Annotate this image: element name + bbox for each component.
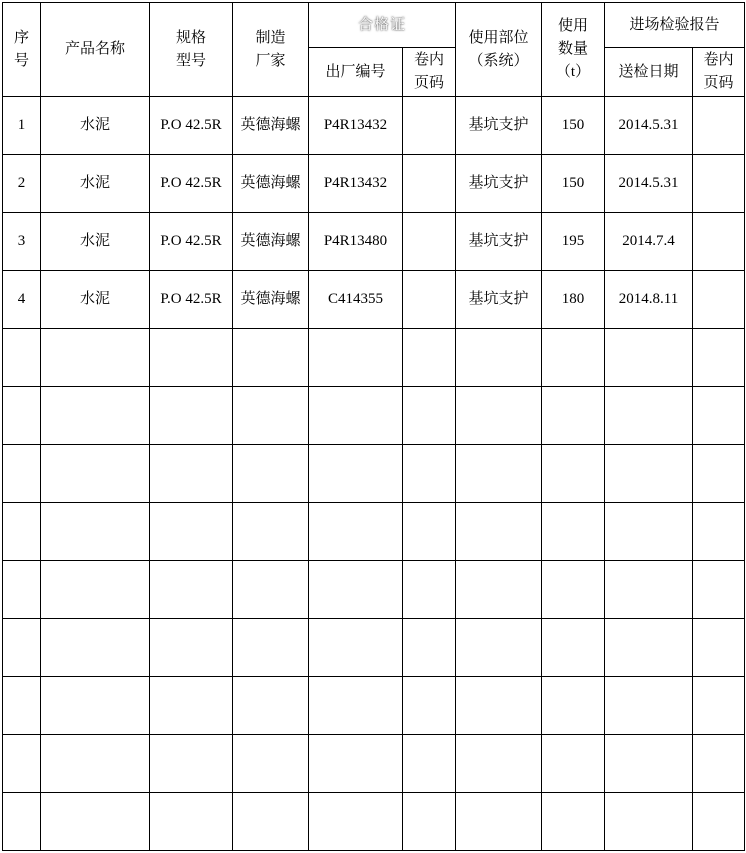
- table-row: [3, 271, 745, 329]
- cell-usage-location: 基坑支护: [456, 97, 542, 155]
- empty-cell: [309, 677, 403, 735]
- empty-cell: [456, 329, 542, 387]
- empty-cell: [309, 793, 403, 851]
- empty-cell: [41, 503, 150, 561]
- header-submit-date: 送检日期: [605, 48, 693, 97]
- empty-cell: [233, 329, 309, 387]
- empty-cell: [403, 387, 456, 445]
- cell-seq: 1: [3, 97, 41, 155]
- empty-cell: [309, 387, 403, 445]
- empty-cell: [309, 445, 403, 503]
- empty-cell: [3, 793, 41, 851]
- header-usage-location: 使用部位 （系统）: [456, 3, 542, 97]
- header-factory-no: 出厂编号: [309, 48, 403, 97]
- empty-cell: [3, 503, 41, 561]
- table-row: [3, 155, 745, 213]
- table-body: [3, 97, 745, 851]
- cell-manufacturer: 英德海螺: [233, 155, 309, 213]
- empty-cell: [233, 793, 309, 851]
- header-certificate: 合格证: [309, 3, 456, 48]
- empty-cell: [3, 329, 41, 387]
- empty-table-row: [3, 387, 745, 445]
- empty-cell: [542, 619, 605, 677]
- cell-seq: 4: [3, 271, 41, 329]
- cell-submit-date: 2014.8.11: [605, 271, 693, 329]
- header-report-page: 卷内 页码: [693, 48, 745, 97]
- material-ledger-table: [2, 2, 745, 851]
- empty-cell: [456, 503, 542, 561]
- empty-cell: [605, 503, 693, 561]
- empty-table-row: [3, 329, 745, 387]
- cell-submit-date: 2014.7.4: [605, 213, 693, 271]
- empty-cell: [403, 445, 456, 503]
- empty-cell: [456, 677, 542, 735]
- empty-cell: [150, 619, 233, 677]
- header-usage-quantity: 使用 数量 （t）: [542, 3, 605, 97]
- cell-factory-no: P4R13432: [309, 97, 403, 155]
- empty-cell: [605, 387, 693, 445]
- empty-cell: [542, 735, 605, 793]
- cell-cert-page: [403, 97, 456, 155]
- empty-cell: [403, 677, 456, 735]
- empty-cell: [403, 503, 456, 561]
- empty-cell: [542, 503, 605, 561]
- empty-cell: [542, 677, 605, 735]
- cell-product-name: 水泥: [41, 213, 150, 271]
- empty-cell: [150, 793, 233, 851]
- empty-cell: [542, 387, 605, 445]
- cell-report-page: [693, 213, 745, 271]
- cell-usage-location: 基坑支护: [456, 271, 542, 329]
- cell-spec-model: P.O 42.5R: [150, 213, 233, 271]
- empty-cell: [3, 387, 41, 445]
- empty-table-row: [3, 561, 745, 619]
- empty-cell: [542, 561, 605, 619]
- empty-cell: [41, 387, 150, 445]
- header-inspection-report: 进场检验报告: [605, 3, 745, 48]
- empty-cell: [456, 387, 542, 445]
- header-manufacturer: 制造 厂家: [233, 3, 309, 97]
- cell-factory-no: C414355: [309, 271, 403, 329]
- empty-cell: [233, 619, 309, 677]
- cell-product-name: 水泥: [41, 271, 150, 329]
- empty-cell: [456, 619, 542, 677]
- header-seq: 序 号: [3, 3, 41, 97]
- cell-usage-location: 基坑支护: [456, 155, 542, 213]
- empty-cell: [3, 677, 41, 735]
- empty-cell: [233, 387, 309, 445]
- empty-cell: [309, 619, 403, 677]
- empty-cell: [693, 677, 745, 735]
- empty-table-row: [3, 503, 745, 561]
- cell-factory-no: P4R13432: [309, 155, 403, 213]
- empty-cell: [41, 561, 150, 619]
- empty-table-row: [3, 735, 745, 793]
- empty-cell: [233, 677, 309, 735]
- cell-report-page: [693, 271, 745, 329]
- empty-cell: [605, 677, 693, 735]
- cell-cert-page: [403, 213, 456, 271]
- empty-cell: [456, 561, 542, 619]
- empty-cell: [3, 561, 41, 619]
- empty-cell: [605, 561, 693, 619]
- empty-cell: [693, 503, 745, 561]
- empty-cell: [41, 619, 150, 677]
- empty-cell: [693, 445, 745, 503]
- cell-spec-model: P.O 42.5R: [150, 97, 233, 155]
- empty-cell: [693, 793, 745, 851]
- empty-cell: [233, 445, 309, 503]
- cell-product-name: 水泥: [41, 97, 150, 155]
- empty-cell: [41, 793, 150, 851]
- table-header: [3, 3, 745, 97]
- empty-cell: [403, 329, 456, 387]
- cell-usage-quantity: 195: [542, 213, 605, 271]
- cell-spec-model: P.O 42.5R: [150, 271, 233, 329]
- empty-cell: [41, 445, 150, 503]
- cell-seq: 3: [3, 213, 41, 271]
- cell-usage-quantity: 150: [542, 155, 605, 213]
- empty-cell: [150, 387, 233, 445]
- empty-table-row: [3, 677, 745, 735]
- cell-report-page: [693, 97, 745, 155]
- empty-cell: [150, 677, 233, 735]
- empty-cell: [3, 619, 41, 677]
- empty-cell: [233, 735, 309, 793]
- empty-cell: [309, 561, 403, 619]
- empty-cell: [693, 561, 745, 619]
- table-row: [3, 213, 745, 271]
- empty-cell: [542, 329, 605, 387]
- empty-cell: [693, 619, 745, 677]
- empty-cell: [150, 561, 233, 619]
- empty-cell: [456, 735, 542, 793]
- cell-manufacturer: 英德海螺: [233, 97, 309, 155]
- cell-cert-page: [403, 271, 456, 329]
- cell-factory-no: P4R13480: [309, 213, 403, 271]
- empty-cell: [233, 561, 309, 619]
- empty-cell: [150, 445, 233, 503]
- empty-cell: [605, 793, 693, 851]
- cell-seq: 2: [3, 155, 41, 213]
- header-cert-page: 卷内 页码: [403, 48, 456, 97]
- empty-table-row: [3, 619, 745, 677]
- empty-cell: [309, 735, 403, 793]
- empty-cell: [309, 329, 403, 387]
- header-product-name: 产品名称: [41, 3, 150, 97]
- empty-cell: [693, 735, 745, 793]
- cell-usage-quantity: 150: [542, 97, 605, 155]
- table-row: [3, 97, 745, 155]
- empty-cell: [456, 793, 542, 851]
- empty-cell: [233, 503, 309, 561]
- empty-cell: [150, 329, 233, 387]
- empty-cell: [150, 735, 233, 793]
- empty-cell: [605, 329, 693, 387]
- cell-manufacturer: 英德海螺: [233, 271, 309, 329]
- empty-cell: [605, 619, 693, 677]
- cell-usage-quantity: 180: [542, 271, 605, 329]
- empty-cell: [309, 503, 403, 561]
- empty-cell: [542, 793, 605, 851]
- cell-submit-date: 2014.5.31: [605, 155, 693, 213]
- cell-spec-model: P.O 42.5R: [150, 155, 233, 213]
- cell-product-name: 水泥: [41, 155, 150, 213]
- empty-cell: [693, 387, 745, 445]
- cell-cert-page: [403, 155, 456, 213]
- empty-cell: [456, 445, 542, 503]
- empty-table-row: [3, 445, 745, 503]
- empty-cell: [605, 735, 693, 793]
- empty-cell: [41, 329, 150, 387]
- empty-cell: [403, 735, 456, 793]
- empty-cell: [150, 503, 233, 561]
- header-spec-model: 规格 型号: [150, 3, 233, 97]
- cell-usage-location: 基坑支护: [456, 213, 542, 271]
- empty-cell: [403, 793, 456, 851]
- empty-cell: [41, 677, 150, 735]
- empty-cell: [542, 445, 605, 503]
- empty-cell: [3, 735, 41, 793]
- cell-report-page: [693, 155, 745, 213]
- empty-cell: [403, 561, 456, 619]
- empty-cell: [605, 445, 693, 503]
- header-row-top: [3, 3, 745, 48]
- empty-table-row: [3, 793, 745, 851]
- empty-cell: [403, 619, 456, 677]
- empty-cell: [41, 735, 150, 793]
- empty-cell: [3, 445, 41, 503]
- cell-submit-date: 2014.5.31: [605, 97, 693, 155]
- empty-cell: [693, 329, 745, 387]
- cell-manufacturer: 英德海螺: [233, 213, 309, 271]
